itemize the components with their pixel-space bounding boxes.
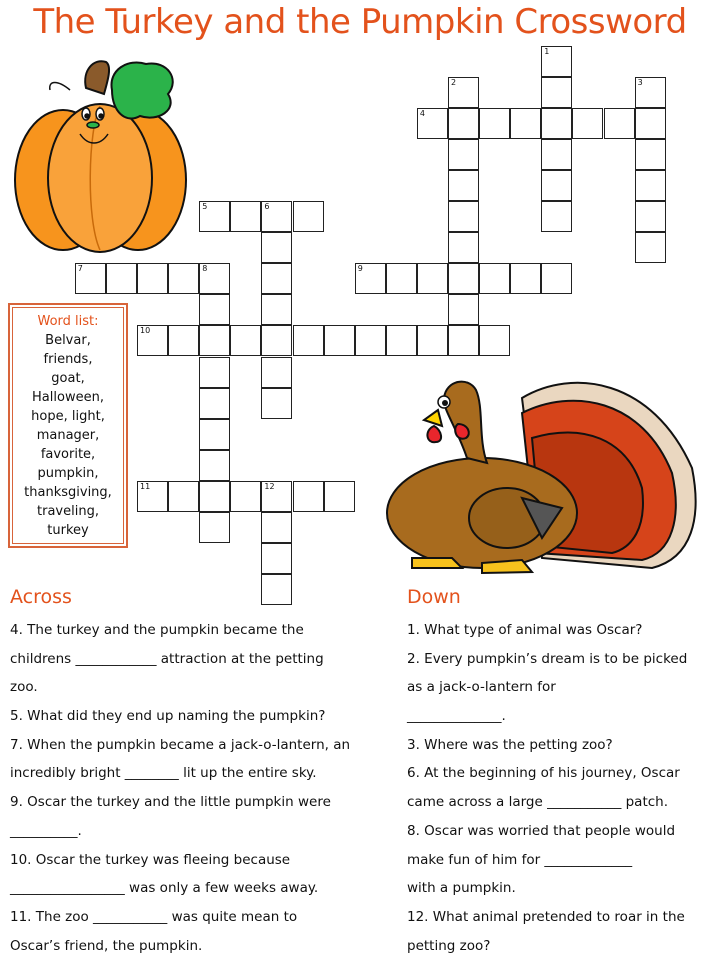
across-clues [10,616,350,960]
crossword-cell[interactable] [541,263,572,294]
crossword-cell[interactable] [635,170,666,201]
crossword-cell[interactable] [355,263,386,294]
crossword-cell[interactable] [541,139,572,170]
crossword-cell[interactable] [448,77,479,108]
crossword-cell[interactable] [448,201,479,232]
crossword-cell[interactable] [199,481,230,512]
crossword-cell[interactable] [137,481,168,512]
crossword-cell[interactable] [293,201,324,232]
down-heading: Down [407,586,461,608]
crossword-cell[interactable] [168,325,199,356]
down-clues [407,616,687,960]
crossword-cell[interactable] [230,481,261,512]
crossword-cell[interactable] [510,263,541,294]
crossword-cell[interactable] [541,201,572,232]
crossword-cell[interactable] [261,388,292,419]
turkey-illustration [372,368,702,583]
crossword-cell[interactable] [261,294,292,325]
word-list-item: Halloween, [32,390,104,405]
crossword-cell[interactable] [293,481,324,512]
clue-line: _________________ was only a few weeks away. [10,880,319,897]
crossword-cell[interactable] [230,325,261,356]
crossword-cell[interactable] [293,325,324,356]
crossword-cell[interactable] [261,325,292,356]
crossword-cell[interactable] [199,388,230,419]
crossword-cell[interactable] [324,481,355,512]
crossword-cell[interactable] [261,201,292,232]
crossword-cell[interactable] [261,357,292,388]
crossword-cell[interactable] [448,139,479,170]
clue-line: with a pumpkin. [407,880,516,897]
crossword-cell[interactable] [261,574,292,605]
crossword-cell[interactable] [199,263,230,294]
clue-line: 4. The turkey and the pumpkin became the [10,622,304,638]
pumpkin-illustration [8,50,193,255]
crossword-cell[interactable] [510,108,541,139]
crossword-cell[interactable] [604,108,635,139]
crossword-cell[interactable] [199,325,230,356]
crossword-cell[interactable] [448,325,479,356]
clue-line: 3. Where was the petting zoo? [407,736,613,753]
word-list-heading: Word list: [37,314,99,329]
clue-number: 5 [202,202,208,211]
crossword-cell[interactable] [324,325,355,356]
crossword-cell[interactable] [417,263,448,294]
crossword-cell[interactable] [479,325,510,356]
clue-line: 7. When the pumpkin became a jack-o-lantern, an [10,736,351,753]
clue-number: 10 [140,326,151,336]
clue-number: 2 [451,77,457,87]
crossword-cell[interactable] [137,263,168,294]
crossword-cell[interactable] [386,325,417,356]
crossword-cell[interactable] [199,419,230,450]
word-list-item: hope, light, [31,409,105,424]
clue-number: 11 [140,481,151,491]
clue-line: 12. What animal pretended to roar in the [407,908,685,925]
crossword-cell[interactable] [541,108,572,139]
crossword-cell[interactable] [541,170,572,201]
word-list-item: Belvar, [45,333,91,348]
crossword-cell[interactable] [635,201,666,232]
crossword-cell[interactable] [448,294,479,325]
crossword-cell[interactable] [261,263,292,294]
clue-line: as a jack-o-lantern for [407,679,556,696]
word-list-item: friends, [43,352,93,367]
word-list-item: traveling, [37,504,99,519]
clue-number: 9 [357,264,363,274]
clue-line: 10. Oscar the turkey was fleeing because [10,851,291,868]
crossword-cell[interactable] [168,263,199,294]
crossword-cell[interactable] [541,46,572,77]
crossword-cell[interactable] [448,232,479,263]
clue-number: 4 [419,108,425,118]
clue-number: 12 [264,481,275,491]
crossword-cell[interactable] [417,325,448,356]
crossword-cell[interactable] [199,450,230,481]
crossword-cell[interactable] [417,108,448,139]
clue-number: 1 [544,46,550,56]
page-title: The Turkey and the Pumpkin Crossword [33,2,687,42]
clue-line: petting zoo? [407,937,491,954]
clue-line: zoo. [10,679,38,696]
word-list-item: favorite, [40,447,96,462]
crossword-cell[interactable] [261,512,292,543]
crossword-cell[interactable] [572,108,603,139]
crossword-cell[interactable] [199,357,230,388]
crossword-cell[interactable] [635,77,666,108]
crossword-cell[interactable] [199,294,230,325]
clue-line: childrens ____________ attraction at the petting [10,650,324,667]
crossword-cell[interactable] [541,77,572,108]
crossword-cell[interactable] [199,201,230,232]
word-list-item: manager, [36,428,100,443]
clue-line: Oscar’s friend, the pumpkin. [10,937,203,954]
clue-number: 3 [637,77,643,87]
crossword-cell[interactable] [261,232,292,263]
clue-number: 6 [264,202,270,211]
clue-line: incredibly bright ________ lit up the entire sky. [10,765,317,782]
crossword-cell[interactable] [75,263,106,294]
crossword-cell[interactable] [106,263,137,294]
crossword-cell[interactable] [635,232,666,263]
clue-line: 9. Oscar the turkey and the little pumpkin were [10,794,331,811]
clue-number: 7 [77,264,83,274]
clue-line: make fun of him for _____________ [407,851,633,868]
crossword-cell[interactable] [137,325,168,356]
clue-line: __________. [10,822,82,839]
clue-line: 8. Oscar was worried that people would [407,822,676,839]
crossword-cell[interactable] [261,543,292,574]
crossword-cell[interactable] [355,325,386,356]
crossword-cell[interactable] [635,108,666,139]
clue-number: 8 [202,264,208,274]
clue-line: 2. Every pumpkin’s dream is to be picked [407,650,688,667]
crossword-cell[interactable] [261,481,292,512]
word-list-item: pumpkin, [37,466,99,481]
crossword-cell[interactable] [635,139,666,170]
word-list-box [8,303,128,548]
clue-line: 6. At the beginning of his journey, Oscar [407,765,680,782]
crossword-cell[interactable] [479,108,510,139]
crossword-cell[interactable] [230,201,261,232]
word-list-item: turkey [47,523,89,538]
clue-line: 5. What did they end up naming the pumpkin? [10,708,326,725]
crossword-cell[interactable] [479,263,510,294]
clue-line: 11. The zoo ___________ was quite mean to [10,908,298,925]
crossword-cell[interactable] [386,263,417,294]
crossword-cell[interactable] [448,170,479,201]
word-list-item: goat, [51,371,85,386]
word-list-item: thanksgiving, [24,485,112,500]
across-heading: Across [10,586,72,608]
crossword-cell[interactable] [168,481,199,512]
clue-line: ______________. [407,708,506,725]
clue-line: came across a large ___________ patch. [407,794,669,811]
crossword-cell[interactable] [448,108,479,139]
clue-line: 1. What type of animal was Oscar? [407,622,643,638]
crossword-cell[interactable] [448,263,479,294]
crossword-cell[interactable] [199,512,230,543]
